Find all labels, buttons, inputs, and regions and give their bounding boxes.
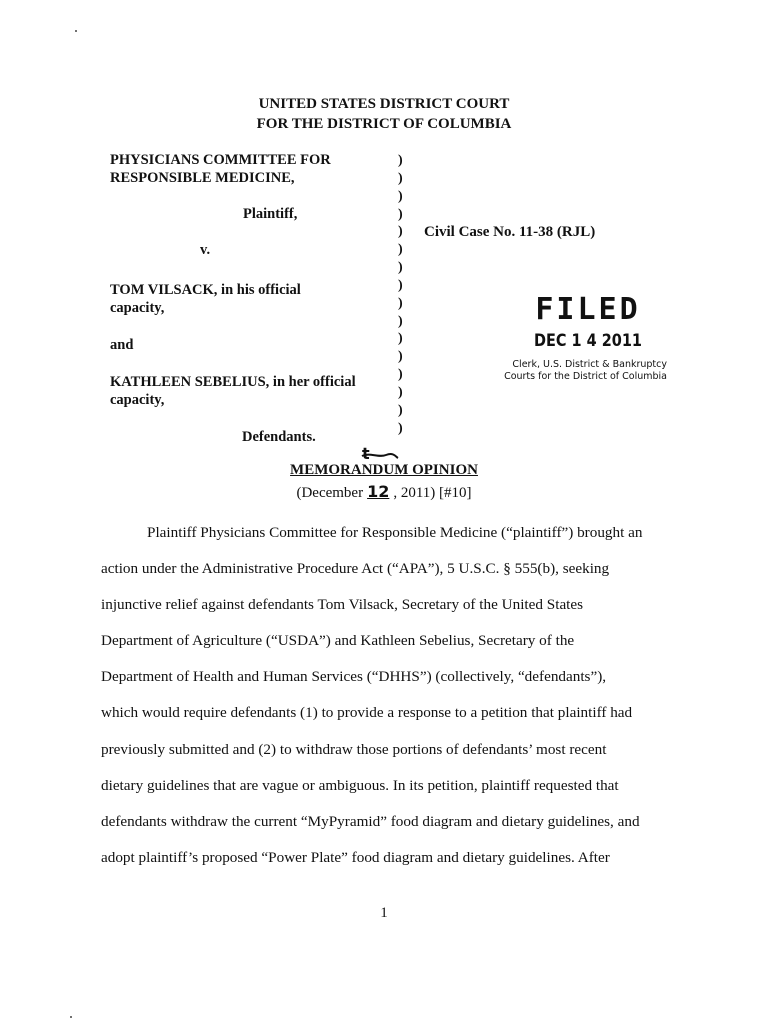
filed-stamp-date: DEC 1 4 2011 — [534, 331, 642, 351]
filed-stamp-clerk-line-1: Clerk, U.S. District & Bankruptcy — [512, 359, 667, 370]
body-line: defendants withdraw the current “MyPyramid” food diagram and dietary guidelines, and — [101, 812, 640, 830]
memo-date-suffix: , 2011) [#10] — [393, 485, 472, 501]
filed-stamp-clerk-line-2: Courts for the District of Columbia — [504, 371, 667, 382]
scan-speck — [70, 1016, 72, 1018]
filed-stamp-word: FILED — [535, 292, 641, 327]
page-number: 1 — [380, 905, 388, 921]
body-line: injunctive relief against defendants Tom Vilsack, Secretary of the United States — [101, 596, 584, 614]
memo-date-day-handwritten: 12 — [367, 482, 390, 501]
body-line: previously submitted and (2) to withdraw those portions of defendants’ most recent — [101, 740, 607, 758]
case-number: Civil Case No. 11-38 (RJL) — [424, 224, 596, 240]
body-line: dietary guidelines that are vague or ambiguous. In its petition, plaintiff requested that — [101, 776, 619, 794]
caption-parenthesis-column: ) ) ) ) ) ) ) ) ) ) ) ) ) ) ) ) — [398, 153, 403, 436]
defendant-sebelius — [110, 373, 356, 409]
body-line: Department of Health and Human Services (“DHHS”) (collectively, “defendants”), — [101, 668, 607, 686]
defendant-vilsack-line-1: TOM VILSACK, in his official — [110, 282, 301, 298]
memorandum-date — [0, 482, 768, 502]
defendant-sebelius-line-1: KATHLEEN SEBELIUS, in her official — [110, 374, 356, 390]
defendant-vilsack — [110, 281, 301, 317]
handwritten-initial-mark: t — [362, 444, 370, 463]
memorandum-title: MEMORANDUM OPINION — [290, 462, 478, 478]
body-line: Plaintiff Physicians Committee for Responsible Medicine (“plaintiff”) brought an — [147, 524, 643, 541]
memo-date-prefix: (December — [296, 485, 364, 501]
plaintiff-role: Plaintiff, — [243, 206, 298, 222]
defendant-sebelius-line-2: capacity, — [110, 392, 165, 408]
body-line: action under the Administrative Procedure Act (“APA”), 5 U.S.C. § 555(b), seeking — [101, 560, 610, 578]
body-line: which would require defendants (1) to provide a response to a petition that plaintiff had — [101, 704, 633, 722]
plaintiff-name — [110, 151, 331, 187]
plaintiff-name-line-2: RESPONSIBLE MEDICINE, — [110, 170, 295, 186]
and-label: and — [110, 337, 134, 353]
court-district: FOR THE DISTRICT OF COLUMBIA — [256, 116, 512, 132]
scan-speck — [75, 30, 77, 32]
opinion-body — [101, 515, 667, 876]
court-name: UNITED STATES DISTRICT COURT — [258, 96, 510, 112]
handwritten-stroke — [360, 449, 400, 463]
plaintiff-name-line-1: PHYSICIANS COMMITTEE FOR — [110, 152, 331, 168]
body-line: adopt plaintiff’s proposed “Power Plate” food diagram and dietary guidelines. After — [101, 848, 610, 866]
body-line: Department of Agriculture (“USDA”) and Kathleen Sebelius, Secretary of the — [101, 632, 575, 650]
defendant-vilsack-line-2: capacity, — [110, 300, 165, 316]
filed-stamp-clerk — [493, 359, 683, 383]
defendant-role: Defendants. — [242, 429, 316, 445]
court-heading — [0, 94, 768, 134]
filed-stamp — [493, 292, 683, 383]
versus-label: v. — [200, 242, 211, 258]
